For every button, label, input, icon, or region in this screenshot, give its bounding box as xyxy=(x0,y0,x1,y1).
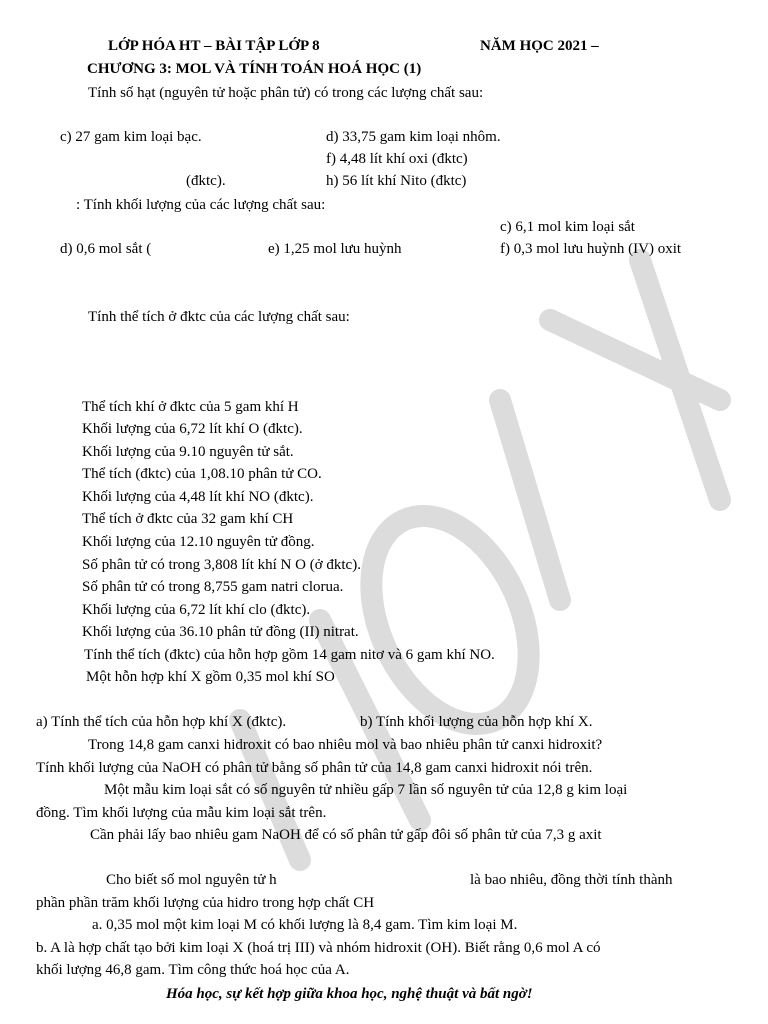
exercise-1-intro: Tính số hạt (nguyên tử hoặc phân tử) có trong các lượng chất sau: xyxy=(88,85,484,101)
watermark-stroke-3 xyxy=(500,400,560,600)
mixture-volume-task: Tính thể tích (đktc) của hỗn hợp gồm 14 gam nitơ và 6 gam khí NO. xyxy=(84,647,495,663)
compound-a-line-2: khối lượng 46,8 gam. Tìm công thức hoá học của A. xyxy=(36,962,350,978)
exercise-1-item-f: f) 4,48 lít khí oxi (đktc) xyxy=(326,151,468,167)
compound-a-line-1: b. A là hợp chất tạo bởi kim loại X (hoá trị III) và nhóm hidroxit (OH). Biết rằng 0,6 mol A có xyxy=(36,940,601,956)
list-item: Khối lượng của 9.10 nguyên tử sắt. xyxy=(82,444,294,460)
hydrogen-mol-right: là bao nhiêu, đồng thời tính thành xyxy=(470,872,673,888)
exercise-1-item-h: h) 56 lít khí Nito (đktc) xyxy=(326,173,467,189)
list-item: Khối lượng của 12.10 nguyên tử đồng. xyxy=(82,534,315,550)
list-item: Thể tích khí ở đktc của 5 gam khí H xyxy=(82,399,299,415)
list-item: Số phân tử có trong 3,808 lít khí N O (ở đktc). xyxy=(82,557,361,573)
list-item: Thể tích ở đktc của 32 gam khí CH xyxy=(82,511,294,527)
naoh-acid-task: Cần phải lấy bao nhiêu gam NaOH để có số phân tử gấp đôi số phân tử của 7,3 g axit xyxy=(90,827,602,843)
exercise-2-item-c: c) 6,1 mol kim loại sắt xyxy=(500,219,635,235)
list-item: Thể tích (đktc) của 1,08.10 phân tử CO. xyxy=(82,466,322,482)
watermark-stroke-2 xyxy=(550,320,720,400)
calcium-hydroxide-line-1: Trong 14,8 gam canxi hidroxit có bao nhiêu mol và bao nhiêu phân tử canxi hidroxit? xyxy=(88,737,603,753)
list-item: Khối lượng của 6,72 lít khí clo (đktc). xyxy=(82,602,311,618)
footer-slogan: Hóa học, sự kết hợp giữa khoa học, nghệ thuật và bất ngờ! xyxy=(166,986,533,1002)
list-item: Khối lượng của 4,48 lít khí NO (đktc). xyxy=(82,489,314,505)
mixture-part-a: a) Tính thể tích của hỗn hợp khí X (đktc). xyxy=(36,714,287,730)
metal-m-task: a. 0,35 mol một kim loại M có khối lượng là 8,4 gam. Tìm kim loại M. xyxy=(92,917,518,933)
iron-sample-line-1: Một mẫu kim loại sắt có số nguyên tử nhiều gấp 7 lần số nguyên tử của 12,8 g kim loại xyxy=(104,782,628,798)
mixture-x-task: Một hỗn hợp khí X gồm 0,35 mol khí SO xyxy=(86,669,335,685)
exercise-3-intro: Tính thể tích ở đktc của các lượng chất sau: xyxy=(88,309,350,325)
exercise-2-item-f: f) 0,3 mol lưu huỳnh (IV) oxit xyxy=(500,241,682,257)
header-school-year: NĂM HỌC 2021 – xyxy=(480,38,599,54)
exercise-2-item-e: e) 1,25 mol lưu huỳnh xyxy=(268,241,402,257)
exercise-1-item-c: c) 27 gam kim loại bạc. xyxy=(60,129,202,145)
list-item: Số phân tử có trong 8,755 gam natri clorua. xyxy=(82,579,344,595)
watermark-stroke-4 xyxy=(340,491,560,750)
exercise-2-intro: : Tính khối lượng của các lượng chất sau: xyxy=(76,197,326,213)
exercise-1-item-d: d) 33,75 gam kim loại nhôm. xyxy=(326,129,501,145)
watermark-stroke-1 xyxy=(640,260,720,500)
list-item: Khối lượng của 36.10 phân tử đồng (II) nitrat. xyxy=(82,624,359,640)
chapter-title: CHƯƠNG 3: MOL VÀ TÍNH TOÁN HOÁ HỌC (1) xyxy=(87,61,422,77)
list-item: Khối lượng của 6,72 lít khí O (đktc). xyxy=(82,421,303,437)
hydrogen-mol-left: Cho biết số mol nguyên tử h xyxy=(106,872,277,888)
iron-sample-line-2: đồng. Tìm khối lượng của mẫu kim loại sắt trên. xyxy=(36,805,327,821)
exercise-1-item-g: (đktc). xyxy=(186,173,226,189)
hydrogen-percent-line: phần phần trăm khối lượng của hidro trong hợp chất CH xyxy=(36,895,375,911)
calcium-hydroxide-line-2: Tính khối lượng của NaOH có phân tử bằng số phân tử của 14,8 gam canxi hidroxit nói trên. xyxy=(36,760,593,776)
header-class-title: LỚP HÓA HT – BÀI TẬP LỚP 8 xyxy=(108,38,320,54)
exercise-2-item-d: d) 0,6 mol sắt ( xyxy=(60,241,152,257)
mixture-part-b: b) Tính khối lượng của hỗn hợp khí X. xyxy=(360,714,593,730)
